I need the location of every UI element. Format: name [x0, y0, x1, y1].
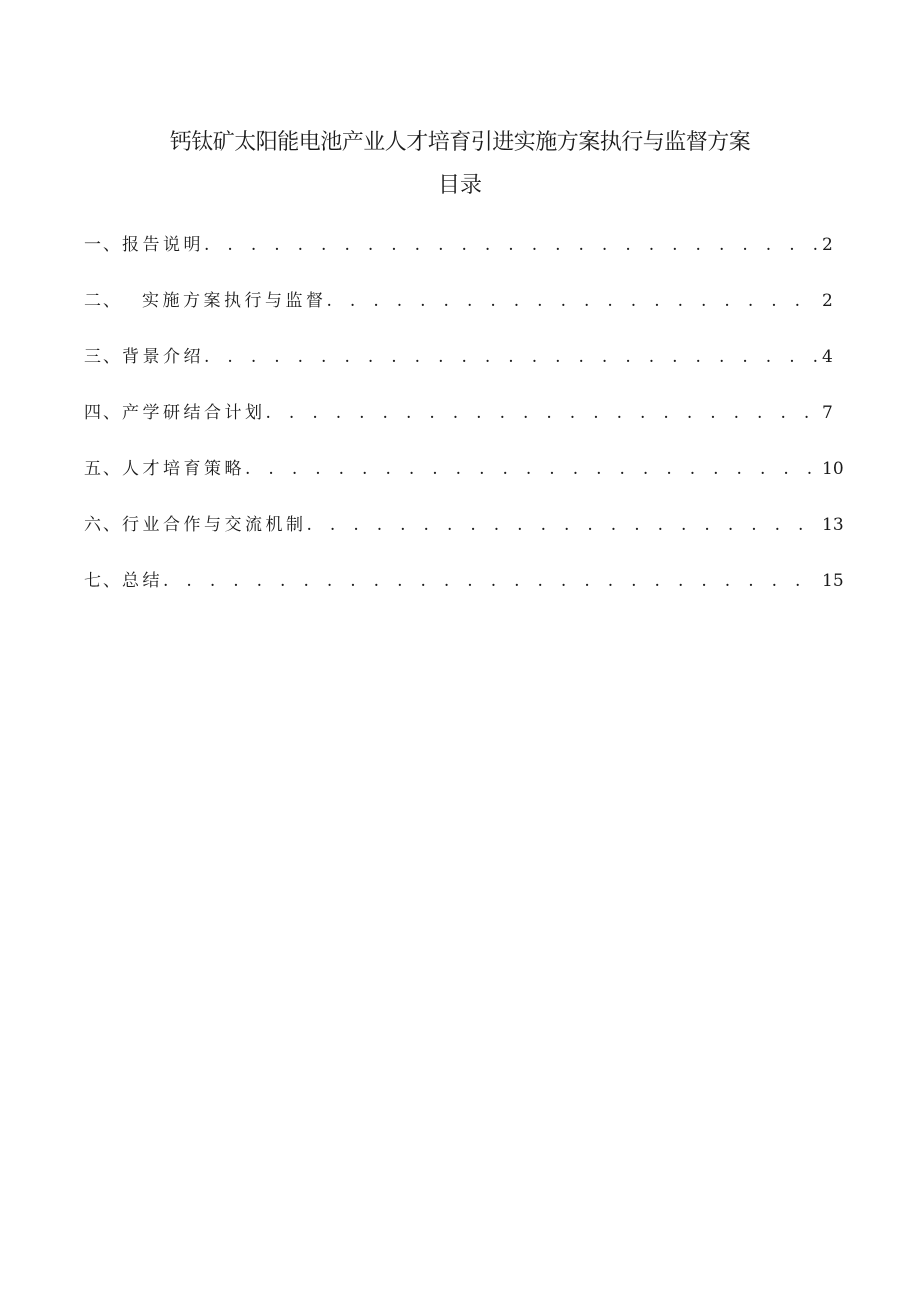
toc-dot-leader — [204, 231, 818, 259]
toc-entry-page: 13 — [822, 515, 844, 535]
toc-entry-4[interactable] — [84, 399, 832, 455]
toc-entry-label: 人才培育策略 — [122, 459, 245, 479]
toc-dot-leader — [204, 343, 818, 371]
toc-entry-label: 实施方案执行与监督 — [142, 291, 327, 311]
toc-entry-page: 7 — [822, 403, 833, 423]
toc-entry-number: 六、 — [84, 515, 122, 535]
document-title: 钙钛矿太阳能电池产业人才培育引进实施方案执行与监督方案 — [169, 130, 751, 155]
toc-entry-label: 产学研结合计划 — [122, 403, 266, 423]
toc-dot-leader — [307, 511, 819, 539]
toc-dot-leader — [163, 567, 818, 595]
toc-entry-7[interactable] — [84, 567, 844, 623]
toc-entry-6[interactable] — [84, 511, 844, 567]
toc-dot-leader — [266, 399, 819, 427]
toc-entry-number: 四、 — [84, 403, 122, 423]
toc-entry-page: 10 — [822, 459, 844, 479]
table-of-contents — [84, 231, 844, 623]
toc-entry-page: 2 — [822, 291, 833, 311]
toc-entry-5[interactable] — [84, 455, 844, 511]
toc-heading: 目录 — [437, 173, 482, 198]
toc-entry-page: 2 — [822, 235, 833, 255]
toc-entry-number: 二、 — [84, 291, 122, 311]
toc-entry-number: 三、 — [84, 347, 122, 367]
toc-entry-2[interactable] — [84, 287, 832, 343]
toc-entry-number: 一、 — [84, 235, 122, 255]
toc-entry-number: 七、 — [84, 571, 122, 591]
toc-dot-leader — [327, 287, 819, 315]
toc-entry-page: 15 — [822, 571, 844, 591]
toc-entry-label: 行业合作与交流机制 — [122, 515, 307, 535]
toc-entry-number: 五、 — [84, 459, 122, 479]
toc-entry-label: 报告说明 — [122, 235, 204, 255]
toc-entry-3[interactable] — [84, 343, 832, 399]
toc-dot-leader — [245, 455, 818, 483]
toc-entry-page: 4 — [822, 347, 833, 367]
toc-entry-label: 背景介绍 — [122, 347, 204, 367]
toc-entry-label: 总结 — [122, 571, 163, 591]
toc-entry-1[interactable] — [84, 231, 832, 287]
